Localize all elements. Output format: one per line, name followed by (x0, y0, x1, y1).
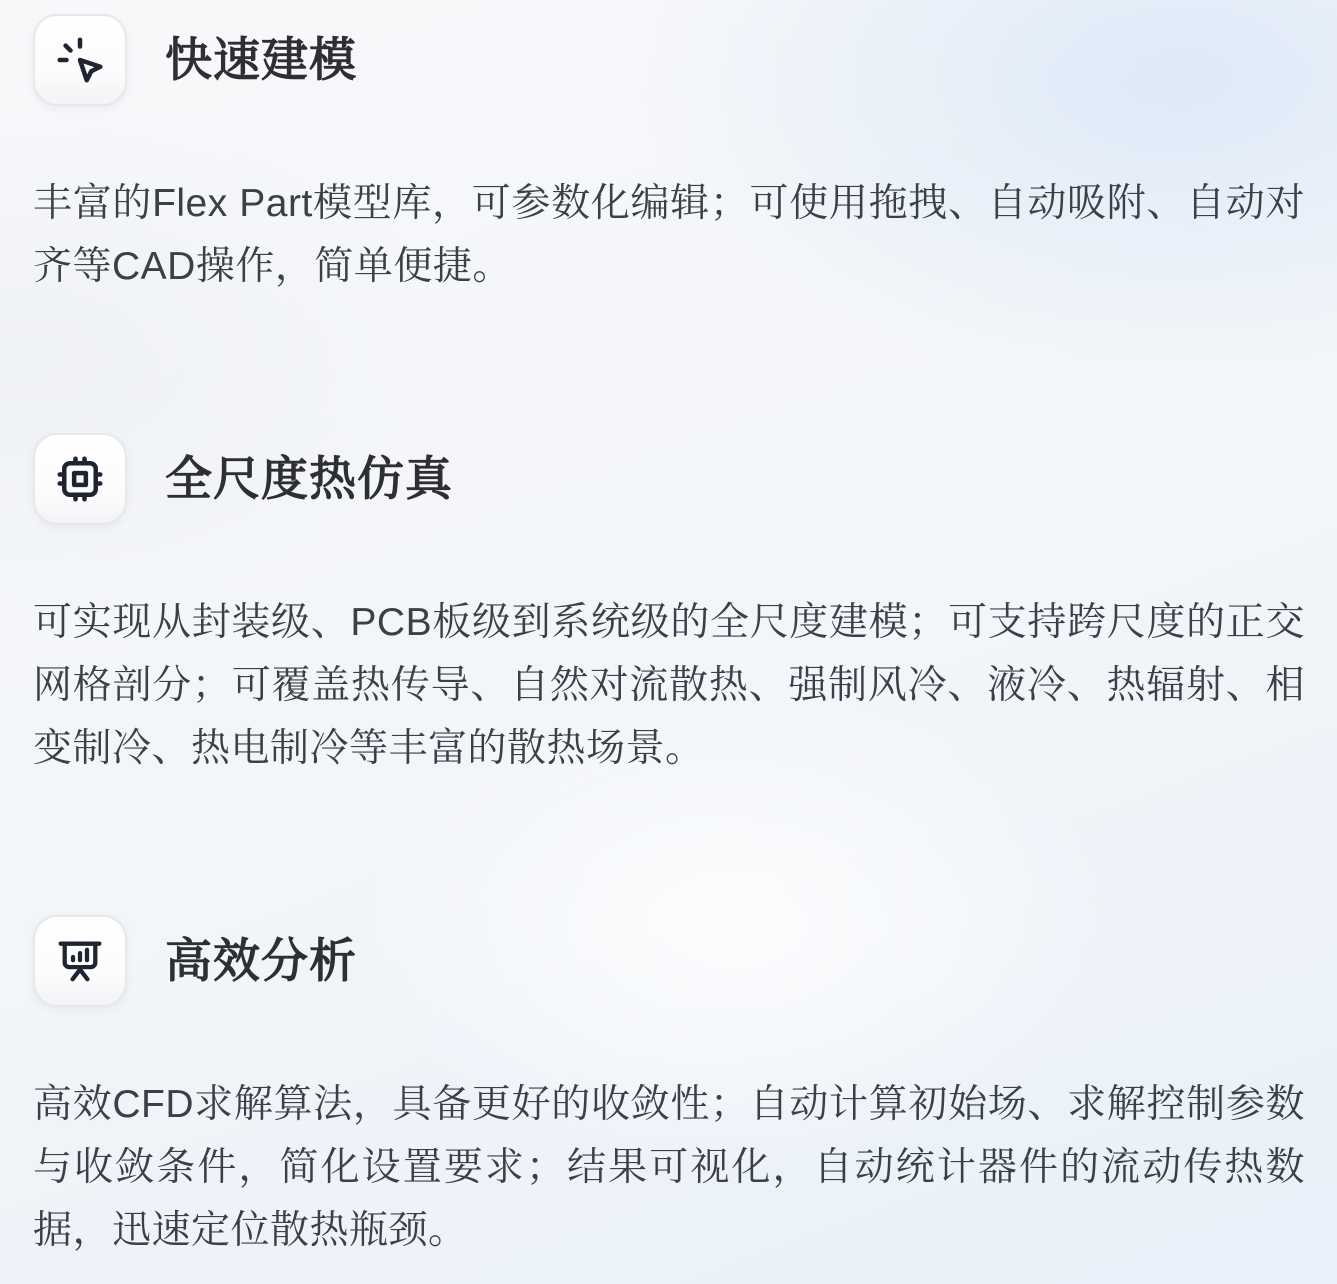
cpu-chip-icon-card (33, 433, 127, 525)
feature-description: 高效CFD求解算法，具备更好的收敛性；自动计算初始场、求解控制参数与收敛条件，简化设置要求；结果可视化，自动统计器件的流动传热数据，迅速定位散热瓶颈。 (33, 1083, 1305, 1252)
cursor-click-icon-card (33, 14, 127, 106)
feature-title: 快速建模 (165, 33, 357, 87)
cursor-click-icon (53, 33, 107, 87)
presentation-chart-icon (53, 934, 107, 988)
feature-section-efficient-analysis (33, 915, 1304, 1262)
feature-section-thermal-simulation (33, 433, 1304, 780)
feature-header (33, 14, 1304, 106)
presentation-chart-icon-card (33, 915, 127, 1007)
feature-description: 丰富的Flex Part模型库，可参数化编辑；可使用拖拽、自动吸附、自动对齐等CAD操作，简单便捷。 (33, 182, 1305, 288)
feature-header (33, 915, 1304, 1007)
feature-title: 高效分析 (165, 934, 357, 988)
feature-section-quick-modeling (33, 14, 1304, 298)
feature-title: 全尺度热仿真 (165, 452, 453, 506)
cpu-chip-icon (53, 452, 107, 506)
feature-description: 可实现从封装级、PCB板级到系统级的全尺度建模；可支持跨尺度的正交网格剖分；可覆盖热传导、自然对流散热、强制风冷、液冷、热辐射、相变制冷、热电制冷等丰富的散热场景。 (33, 601, 1305, 770)
feature-header (33, 433, 1304, 525)
